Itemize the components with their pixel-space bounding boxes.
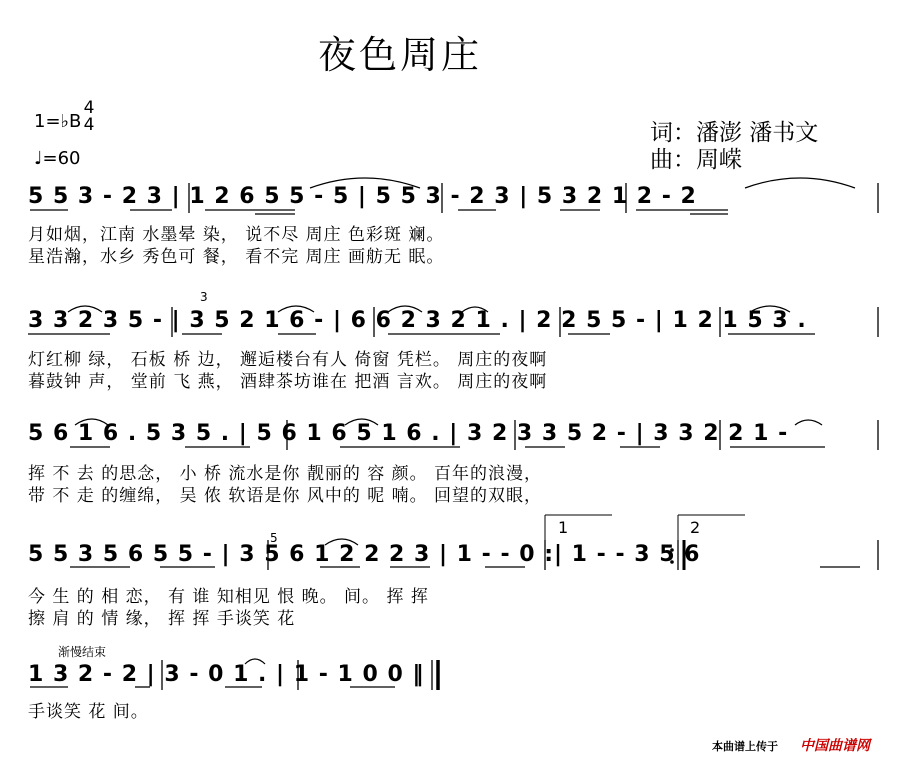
lyrics-line-2-verse-1: 灯红柳 绿， 石板 桥 边， 邂逅楼台有人 倚窗 凭栏。 周庄的夜啊 bbox=[28, 350, 548, 370]
lyrics-line-2-verse-2: 暮鼓钟 声， 堂前 飞 燕， 酒肆茶坊谁在 把酒 言欢。 周庄的夜啊 bbox=[28, 372, 548, 392]
song-title: 夜色周庄 bbox=[318, 33, 483, 77]
tempo-value: =60 bbox=[42, 148, 81, 169]
upload-note: 本曲谱上传于 bbox=[712, 740, 778, 753]
tempo-direction: 渐慢结束 bbox=[58, 645, 107, 659]
second-ending-label: 2 bbox=[690, 518, 701, 537]
lyricist-credit: 词：潘澎 潘书文 bbox=[650, 120, 819, 146]
notation-line-4: 5 5 3 5 6 5 5 - | 3 5 6 1 2 2 2 3 | 1 - - 0 :| 1 - - 3 5 6 bbox=[28, 542, 701, 567]
notation-line-2: 3 3 2 3 5 - | 3 5 2 1 6 - | 6 6 2 3 2 1 . | 2 2 5 5 - | 1 2 1 5 3 . bbox=[28, 308, 807, 333]
lyrics-line-3-verse-1: 挥 不 去 的思念， 小 桥 流水是你 靓丽的 容 颜。 百年的浪漫， bbox=[28, 464, 543, 484]
lyrics-line-5-verse-1: 手谈笑 花 间。 bbox=[28, 702, 149, 722]
notation-line-1: 5 5 3 - 2 3 | 1 2 6 5 5 - 5 | 5 5 3 - 2 3 | 5 3 2 1 2 - 2 bbox=[28, 184, 697, 209]
lyrics-line-4-verse-2: 擦 肩 的 情 缘， 挥 挥 手谈笑 花 bbox=[28, 609, 296, 629]
notation-line-5: 1 3 2 - 2 | 3 - 0 1 . | 1 - 1 0 0 ‖ bbox=[28, 662, 425, 687]
quarter-note-icon: ♩ bbox=[34, 148, 43, 169]
time-signature-top: 4 bbox=[83, 98, 95, 118]
grace-note: 5 bbox=[270, 531, 278, 545]
first-ending-label: 1 bbox=[558, 518, 569, 537]
composer-credit: 曲：周嵘 bbox=[650, 147, 742, 173]
site-logo: 中国曲谱网 bbox=[800, 738, 870, 754]
lyrics-line-3-verse-2: 带 不 走 的缠绵， 吴 侬 软语是你 风中的 呢 喃。 回望的双眼， bbox=[28, 486, 543, 506]
key-signature: 1=♭B bbox=[34, 111, 82, 132]
tuplet-marker: 3 bbox=[200, 290, 208, 304]
lyrics-line-1-verse-1: 月如烟，江南 水墨晕 染， 说不尽 周庄 色彩斑 斓。 bbox=[28, 225, 445, 245]
notation-line-3: 5 6 1 6 . 5 3 5 . | 5 6 1 6 5 1 6 . | 3 2 3 3 5 2 - | 3 3 2 2 1 - bbox=[28, 421, 789, 446]
lyrics-line-4-verse-1: 今 生 的 相 恋， 有 谁 知相见 恨 晚。 间。 挥 挥 bbox=[28, 587, 429, 607]
lyrics-line-1-verse-2: 星浩瀚，水乡 秀色可 餐， 看不完 周庄 画舫无 眠。 bbox=[28, 247, 445, 267]
time-signature-bottom: 4 bbox=[83, 115, 95, 135]
